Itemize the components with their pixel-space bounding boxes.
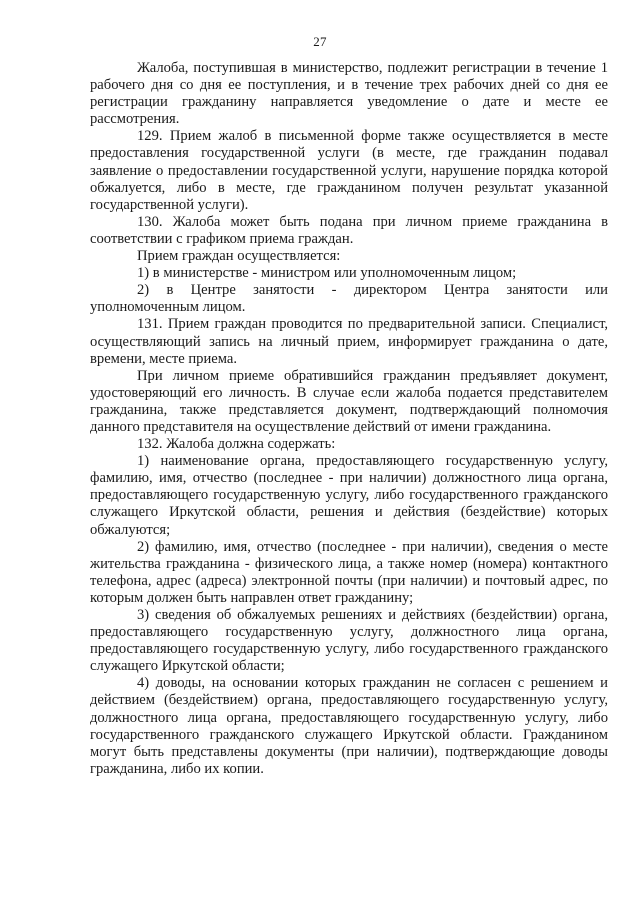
paragraph-129: 129. Прием жалоб в письменной форме также осуществляется в месте предоставления государственной услуги (в месте, где гражданин подавал заявление о предоставлении государственной услуги, нарушение порядка которой обжалуется, либо в месте, где гражданином получен результат указанной государственной услуги). — [90, 128, 608, 213]
list-item-2: 2) фамилию, имя, отчество (последнее - при наличии), сведения о месте жительства гражданина - физического лица, а также номер (номера) контактного телефона, адрес (адреса) электронной почты (при наличии) и почтовый адрес, по которым должен быть направлен ответ гражданину; — [90, 538, 608, 606]
paragraph-complaint-registration: Жалоба, поступившая в министерство, подлежит регистрации в течение 1 рабочего дня со дня ее поступления, и в течение трех рабочих дней со дня ее регистрации гражданину направляется уведомление о дате и месте ее рассмотрения. — [90, 60, 608, 128]
paragraph-reception-intro: Прием граждан осуществляется: — [137, 248, 341, 265]
list-item-employment-center: 2) в Центре занятости - директором Центра занятости или уполномоченным лицом. — [90, 282, 608, 316]
paragraph-132: 132. Жалоба должна содержать: — [137, 436, 336, 453]
paragraph-personal-reception: При личном приеме обратившийся гражданин предъявляет документ, удостоверяющий его личность. В случае если жалоба подается представителем гражданина, также представляется документ, подтверждающий полномочия данного представителя на осуществление действий от имени гражданина. — [90, 367, 608, 435]
document-body — [90, 60, 608, 778]
list-item-4: 4) доводы, на основании которых гражданин не согласен с решением и действием (бездействием) органа, предоставляющего государственную услугу, должностного лица органа, предоставляющего государственную услугу, либо государственного гражданского служащего Иркутской области. Гражданином могут быть представлены документы (при наличии), подтверждающие доводы гражданина, либо их копии. — [90, 675, 608, 777]
list-item-ministry: 1) в министерстве - министром или уполномоченным лицом; — [137, 265, 517, 282]
list-item-1: 1) наименование органа, предоставляющего государственную услугу, фамилию, имя, отчество (последнее - при наличии) должностного лица органа, предоставляющего государственную услугу, либо государственного гражданского служащего Иркутской области, решения и действия (бездействие) которых обжалуются; — [90, 453, 608, 538]
list-item-3: 3) сведения об обжалуемых решениях и действиях (бездействии) органа, предоставляющего государственную услугу, должностного лица органа, предоставляющего государственную услугу, либо государственного гражданского служащего Иркутской области; — [90, 607, 608, 675]
paragraph-131: 131. Прием граждан проводится по предварительной записи. Специалист, осуществляющий запись на личный прием, информирует гражданина о дате, времени, месте приема. — [90, 316, 608, 367]
page-number: 27 — [313, 34, 327, 49]
paragraph-130: 130. Жалоба может быть подана при личном приеме гражданина в соответствии с графиком приема граждан. — [90, 213, 608, 247]
